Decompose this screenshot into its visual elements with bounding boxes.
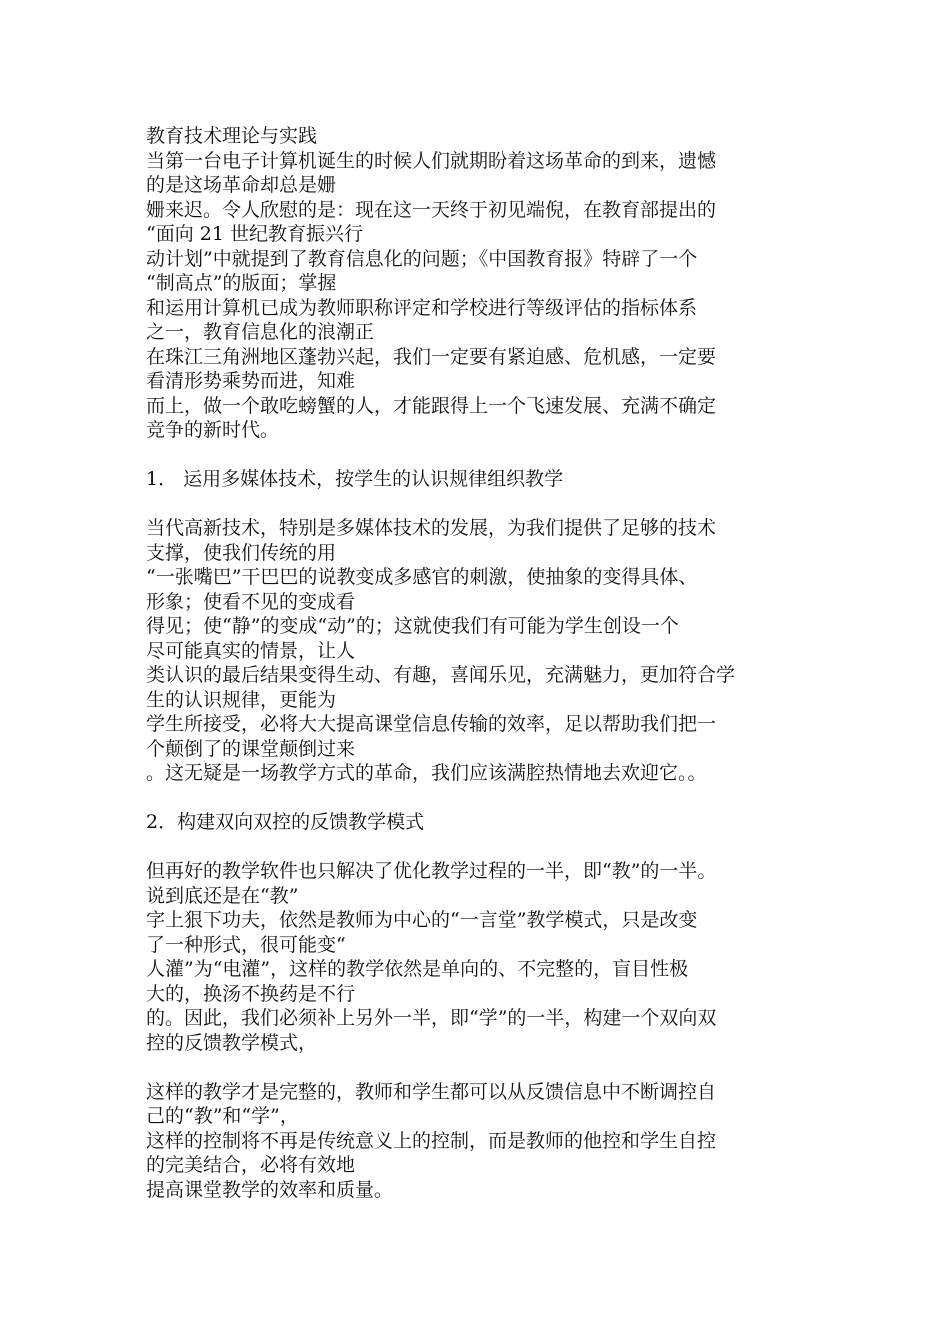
text-line: 支撑，使我们传统的用 bbox=[146, 541, 337, 564]
blank-line bbox=[146, 835, 814, 860]
blank-line bbox=[146, 443, 814, 468]
text-line: 大的，换汤不换药是不行 bbox=[146, 982, 356, 1005]
text-line: 个颠倒了的课堂颠倒过来 bbox=[146, 737, 356, 760]
section-2-paragraph-continued bbox=[146, 1080, 814, 1203]
text-line: 学生所接受，必将大大提高课堂信息传输的效率，足以帮助我们把一 bbox=[146, 713, 717, 735]
text-line: 这样的控制将不再是传统意义上的控制，而是教师的他控和学生自控 bbox=[146, 1129, 717, 1152]
text-line: 姗来迟。令人欣慰的是：现在这一天终于初见端倪，在教育部提出的 bbox=[146, 198, 717, 221]
section-1-heading: 1． 运用多媒体技术，按学生的认识规律组织教学 bbox=[146, 468, 564, 490]
text-line: 看清形势乘势而进，知难 bbox=[146, 370, 356, 392]
text-line: 字上狠下功夫，依然是教师为中心的“一言堂”教学模式，只是改变 bbox=[146, 909, 698, 931]
text-line: 得见；使“静”的变成“动”的；这就使我们有可能为学生创设一个 bbox=[146, 615, 679, 637]
text-line: 控的反馈教学模式， bbox=[146, 1031, 318, 1054]
text-line: 但再好的教学软件也只解决了优化教学过程的一半，即“教”的一半。 bbox=[146, 860, 717, 882]
text-line: 生的认识规律，更能为 bbox=[146, 688, 337, 711]
text-line: 的是这场革命却总是姗 bbox=[146, 174, 337, 196]
document-title: 教育技术理论与实践 bbox=[146, 125, 318, 147]
text-line: 形象；使看不见的变成看 bbox=[146, 590, 356, 613]
text-line: 己的“教”和“学”， bbox=[146, 1105, 299, 1127]
text-line: 这样的教学才是完整的，教师和学生都可以从反馈信息中不断调控自 bbox=[146, 1080, 717, 1103]
text-line: 竞争的新时代。 bbox=[146, 419, 280, 441]
section-1-paragraph bbox=[146, 516, 814, 786]
text-line: 的完美结合，必将有效地 bbox=[146, 1154, 356, 1176]
blank-line bbox=[146, 492, 814, 517]
text-line: 之一，教育信息化的浪潮正 bbox=[146, 321, 375, 343]
section-2-paragraph bbox=[146, 859, 814, 1055]
blank-line bbox=[146, 1055, 814, 1080]
text-line: 说到底还是在“教” bbox=[146, 884, 299, 907]
blank-line bbox=[146, 786, 814, 811]
text-line: 动计划”中就提到了教育信息化的问题；《中国教育报》特辟了一个 bbox=[146, 247, 698, 270]
document-page bbox=[146, 124, 814, 1202]
text-line: 在珠江三角洲地区蓬勃兴起，我们一定要有紧迫感、危机感，一定要 bbox=[146, 345, 717, 368]
text-line: “一张嘴巴”干巴巴的说教变成多感官的刺激，使抽象的变得具体、 bbox=[146, 566, 698, 588]
text-line: 的。因此，我们必须补上另外一半，即“学”的一半，构建一个双向双 bbox=[146, 1007, 717, 1029]
text-line: 尽可能真实的情景，让人 bbox=[146, 639, 356, 662]
text-line: 提高课堂教学的效率和质量。 bbox=[146, 1178, 394, 1201]
intro-paragraph bbox=[146, 149, 814, 443]
text-line: “制高点”的版面；掌握 bbox=[146, 272, 337, 294]
text-line: “面向 21 世纪教育振兴行 bbox=[146, 223, 363, 245]
text-line: 当第一台电子计算机诞生的时候人们就期盼着这场革命的到来，遗憾 bbox=[146, 149, 717, 172]
text-line: 和运用计算机已成为教师职称评定和学校进行等级评估的指标体系 bbox=[146, 296, 698, 319]
text-line: 当代高新技术，特别是多媒体技术的发展，为我们提供了足够的技术 bbox=[146, 517, 717, 539]
text-line: 类认识的最后结果变得生动、有趣，喜闻乐见，充满魅力，更加符合学 bbox=[146, 664, 736, 686]
text-line: 。这无疑是一场教学方式的革命，我们应该满腔热情地去欢迎它。。 bbox=[146, 762, 707, 784]
text-line: 而上，做一个敢吃螃蟹的人，才能跟得上一个飞速发展、充满不确定 bbox=[146, 394, 717, 417]
text-line: 人灌”为“电灌”，这样的教学依然是单向的、不完整的，盲目性极 bbox=[146, 958, 689, 980]
text-line: 了一种形式，很可能变“ bbox=[146, 933, 346, 956]
section-2-heading: 2．构建双向双控的反馈教学模式 bbox=[146, 811, 425, 833]
